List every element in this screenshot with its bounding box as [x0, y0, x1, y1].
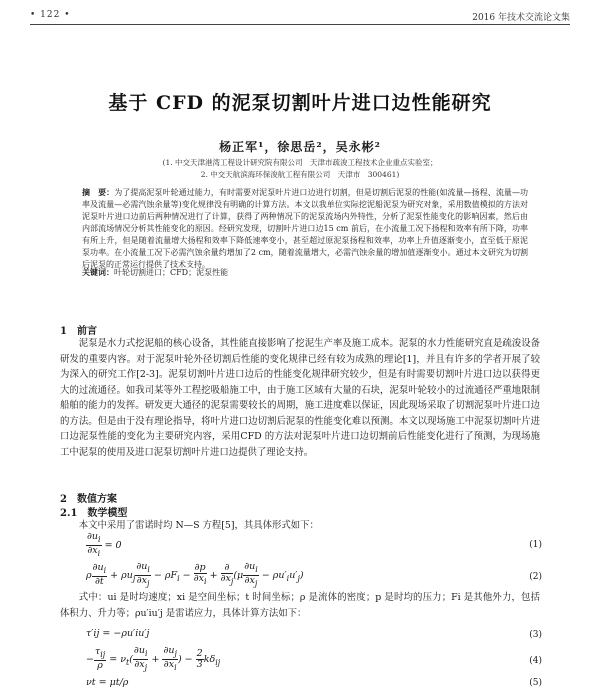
equation-1: $\frac{\partial u_i}{\partial x_i}$ = 0 — [87, 531, 122, 558]
equation-1-number: (1) — [529, 540, 542, 550]
equation-4-number: (4) — [529, 656, 542, 666]
abstract-text: 为了提高泥泵叶轮通过能力，有时需要对泥泵叶片进口边进行切割，但是切割后泥泵的性能(如流量—扬程、流量—功率及流量—必需汽蚀余量等)变化规律没有明确的计算方法。本文以我单位实际挖泥船泥泵为研究对象，采用数值模拟的方法对泥泵叶片进口边前后两种情况进行了计算，获得了两种情况下的泥泵流场内外特性，分析了泥泵性能变化的影响因素，然后由内部流场情况分析其性能变化的原因。经研究发现，切割叶片进口边15 cm 前后，在小流量工况下扬程和效率有所下降，功率有所上升，但是随着流量增大扬程和效率下降低速率变小，甚至超过原泥泵扬程和效率，功率上升值逐渐变小，直至低于原泥泵功率。在小流量工况下必需汽蚀余量约增加了2 cm，随着流量增大，必需汽蚀余量的增加值逐渐变小。通过本文研究为切割后泥泵的正常运行提供了技术支持。 — [82, 188, 529, 269]
header-rule — [30, 24, 570, 25]
abstract — [82, 186, 528, 271]
equation-4: − $\frac{\tau_{ij}}{\rho}$ = $\nu_t$( $\frac{\partial u_i}{\partial x_j}$ + $\frac{\partial u_j}{\partial x_i}$ ) − $\frac{2}{3}$ $k\delta_{ij}$ — [86, 645, 221, 672]
section-heading-intro: 1 前言 — [60, 326, 97, 337]
affiliation-2: 2. 中交天航滨海环保浚航工程有限公司 天津市 300461) — [200, 170, 400, 179]
section-heading-method: 2 数值方案 — [60, 494, 117, 505]
page-number: • 122 • — [30, 10, 71, 20]
running-header — [30, 8, 570, 24]
equation-3: τ′ij = −ρu′iu′j — [86, 628, 150, 639]
keywords-text: 叶轮切割进口；CFD；泥泵性能 — [114, 268, 229, 277]
variables-paragraph: 式中：ui 是时均速度；xi 是空间坐标；t 时间坐标；ρ 是流体的密度；p 是时均的压力；Fi 是其他外力，包括体积力、升力等；ρu′iu′j 是雷诺应力，具体计算方法如下： — [60, 592, 540, 619]
model-paragraph: 本文中采用了雷诺时均 N—S 方程[5]，其具体形式如下： — [78, 520, 319, 531]
paper-title: 基于 CFD 的泥泵切割叶片进口边性能研究 — [108, 92, 492, 114]
paper-authors: 杨正军¹，徐思岳²，吴永彬² — [219, 140, 381, 154]
keywords-label: 关键词： — [82, 267, 114, 277]
equation-2-number: (2) — [529, 572, 542, 582]
affiliation-1: (1. 中交天津港湾工程设计研究院有限公司 天津市疏浚工程技术企业重点实验室； — [162, 158, 438, 167]
abstract-label: 摘 要： — [82, 187, 115, 197]
equation-3-number: (3) — [529, 630, 542, 640]
equation-5-number: (5) — [529, 678, 542, 688]
keywords — [82, 267, 528, 278]
subsection-heading-model: 2.1 数学模型 — [60, 508, 128, 519]
equation-5: νt = μt/ρ — [86, 677, 129, 688]
equation-2: ρ $\frac{\partial u_i}{\partial t}$ + $\rho u_j$ $\frac{\partial u_i}{\partial x_j}$ − $\rho F_i$ − $\frac{\partial p}{\partial x_i}$ + $\frac{\partial}{\partial x_j}$ (μ $\frac{\partial u_i}{\partial x_j}$ − $\rho u'_iu'_j$) — [86, 561, 304, 588]
intro-paragraph: 泥泵是水力式挖泥船的核心设备，其性能直接影响了挖泥生产率及施工成本。泥泵的水力性能研究直是疏浚设备研发的重要内容。对于泥泵叶轮外径切割后性能的变化规律已经有较为成熟的理论[1]，并且有许多的学者开展了较为深入的研究工作[2-3]。泥泵切割叶片进口边后的性能变化规律研究较少，但是有时需要切割叶片进口边以获得更大的过流通径。如我司某等外工程挖吸船施工中，由于施工区域有大量的石块，泥泵叶轮较小的过流通径严重地限制船舶的能力的发挥。研发更大通径的泥泵需要较长的周期，施工进度难以保证，因此现场采取了切割泥泵叶片进口边的方法。但是由于没有理论指导，将叶片进口边切割后泥泵的性能变化难以预测。本文以现场施工中泥泵切割叶片进口边泥泵性能的变化为主要研究内容，采用CFD 的方法对泥泵叶片进口边切割前后性能变化进行了预测，为现场施工中泥泵的使用及进口泥泵切割叶片进口边提供了理论支持。 — [60, 338, 540, 458]
journal-name: 2016 年技术交流论文集 — [472, 13, 570, 23]
